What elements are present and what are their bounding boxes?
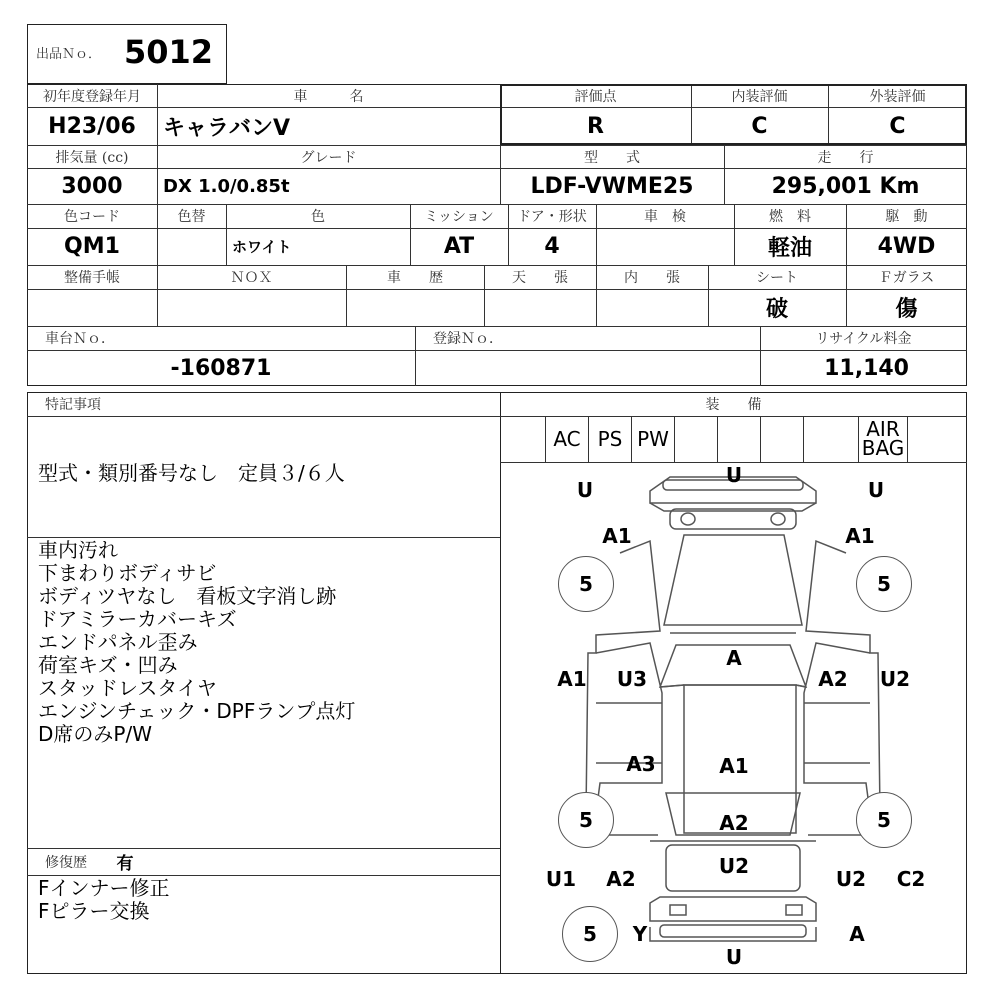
transmission-label: ミッション xyxy=(424,209,494,225)
lot-number-value: 5012 xyxy=(124,33,214,71)
notes-items: 車内汚れ 下まわりボディサビ ボディツヤなし 看板文字消し跡 ドアミラーカバーキズ エンドパネル歪み 荷室キズ・凹み スタッドレスタイヤ エンジンチェック・DPFランプ点灯 D席のみP/W xyxy=(38,538,356,746)
recycle-fee-label: リサイクル料金 xyxy=(815,331,912,347)
rear-left-mark: U1 xyxy=(545,867,577,891)
displacement-value: 3000 xyxy=(61,173,123,199)
lot-number-box xyxy=(27,24,227,84)
transmission-value: AT xyxy=(443,234,475,259)
first-registration-value: H23/06 xyxy=(48,113,136,139)
rear-right-mark: C2 xyxy=(896,867,926,891)
exterior-grade-label: 外装評価 xyxy=(869,88,926,105)
color-code-label: 色コード xyxy=(64,209,120,225)
tire-front-left: 5 xyxy=(558,556,614,612)
notes-first-line: 型式・類別番号なし 定員３/６人 xyxy=(38,461,345,485)
inspection-value xyxy=(596,228,734,265)
exterior-grade-value: C xyxy=(889,113,906,139)
notes-label: 特記事項 xyxy=(45,397,101,413)
equipment-pw: PW xyxy=(631,416,674,462)
vehicle-history-label: 車 歴 xyxy=(387,270,443,286)
mileage-value: 295,001 Km xyxy=(771,173,920,199)
model-code-label: 型 式 xyxy=(584,149,640,166)
interior-grade-value: C xyxy=(751,113,768,139)
interior-grade-label: 内装評価 xyxy=(731,88,788,105)
grade-label: グレード xyxy=(300,149,357,166)
door-shape-value: 4 xyxy=(544,234,560,259)
right-rear-door-mark: U2 xyxy=(879,667,911,691)
color-code-value: QM1 xyxy=(64,234,120,259)
nox-label: ＮＯＸ xyxy=(230,270,273,286)
drive-label: 駆 動 xyxy=(885,209,928,225)
roof-mark: A xyxy=(726,646,742,670)
tire-front-right: 5 xyxy=(856,556,912,612)
right-fender-mark: A1 xyxy=(845,524,875,548)
repaint-label: 色替 xyxy=(177,209,206,225)
fuel-value: 軽油 xyxy=(767,236,812,261)
headliner-value xyxy=(484,289,596,326)
equipment-slot-6 xyxy=(760,416,803,462)
cargo-floor-mark: A1 xyxy=(719,754,749,778)
lot-number-label: 出品Ｎｏ． xyxy=(36,47,102,62)
rear-right-panel-mark: U2 xyxy=(835,867,867,891)
first-registration-label: 初年度登録年月 xyxy=(43,88,141,105)
left-front-door-mark: A1 xyxy=(557,667,587,691)
repair-items: Fインナー修正 Fピラー交換 xyxy=(38,876,170,923)
seat-value: 破 xyxy=(765,297,788,322)
equipment-slot-7 xyxy=(803,416,858,462)
fuel-label: 燃 料 xyxy=(769,209,811,225)
color-label: 色 xyxy=(311,209,325,225)
maintenance-book-label: 整備手帳 xyxy=(64,270,120,286)
score-value: R xyxy=(587,113,604,139)
interior-trim-value xyxy=(596,289,708,326)
car-damage-diagram xyxy=(500,463,966,973)
nox-value xyxy=(157,289,346,326)
rear-step-mark: Y xyxy=(632,922,648,946)
tire-rear-right: 5 xyxy=(856,792,912,848)
rear-bumper-right-mark: A xyxy=(849,922,865,946)
repair-history-label: 修復歴 xyxy=(45,854,87,871)
grade-value: DX 1.0/0.85t xyxy=(163,175,290,197)
front-bumper-mark: U xyxy=(725,463,743,487)
recycle-fee-value: 11,140 xyxy=(824,355,909,381)
interior-trim-label: 内 張 xyxy=(624,270,680,286)
chassis-number-value: -160871 xyxy=(170,355,272,381)
model-code-value: LDF-VWME25 xyxy=(530,173,694,199)
drive-value: 4WD xyxy=(877,234,936,259)
front-right-corner-mark: U xyxy=(867,478,885,502)
equipment-airbag: AIR BAG xyxy=(858,416,908,462)
score-label: 評価点 xyxy=(574,88,617,105)
door-shape-label: ドア・形状 xyxy=(517,209,587,225)
rear-bumper-mark: U xyxy=(725,945,743,969)
chassis-number-label: 車台Ｎｏ． xyxy=(45,331,115,347)
inspection-label: 車 検 xyxy=(644,209,686,225)
front-glass-value: 傷 xyxy=(895,297,918,322)
equipment-slot-5 xyxy=(717,416,760,462)
rear-left-panel-mark: A2 xyxy=(606,867,636,891)
mileage-label: 走 行 xyxy=(817,149,874,166)
tire-rear-left: 5 xyxy=(558,792,614,848)
car-name-value: キャラバンV xyxy=(163,115,291,141)
front-left-corner-mark: U xyxy=(576,478,594,502)
tire-spare: 5 xyxy=(562,906,618,962)
registration-number-value xyxy=(415,350,760,386)
left-side-panel-mark: A3 xyxy=(626,752,656,776)
maintenance-book-value xyxy=(27,289,157,326)
front-glass-label: Ｆガラス xyxy=(878,270,935,286)
repair-history-value: 有 xyxy=(116,854,134,874)
right-front-door-mark: A2 xyxy=(818,667,848,691)
rear-door-mark: U2 xyxy=(718,854,750,878)
equipment-label: 装 備 xyxy=(705,397,762,413)
repaint-value xyxy=(157,228,226,265)
left-slide-door-mark: U3 xyxy=(616,667,648,691)
rear-header-mark: A2 xyxy=(719,811,749,835)
equipment-slot-4 xyxy=(674,416,717,462)
seat-label: シート xyxy=(756,270,798,286)
vehicle-history-value xyxy=(346,289,484,326)
registration-number-label: 登録Ｎｏ． xyxy=(433,331,503,347)
left-fender-mark: A1 xyxy=(602,524,632,548)
equipment-ps: PS xyxy=(588,416,631,462)
equipment-ac: AC xyxy=(545,416,588,462)
headliner-label: 天 張 xyxy=(512,270,568,286)
displacement-label: 排気量 (cc) xyxy=(55,149,129,166)
car-name-label: 車 名 xyxy=(293,88,364,105)
color-value: ホワイト xyxy=(232,238,292,256)
